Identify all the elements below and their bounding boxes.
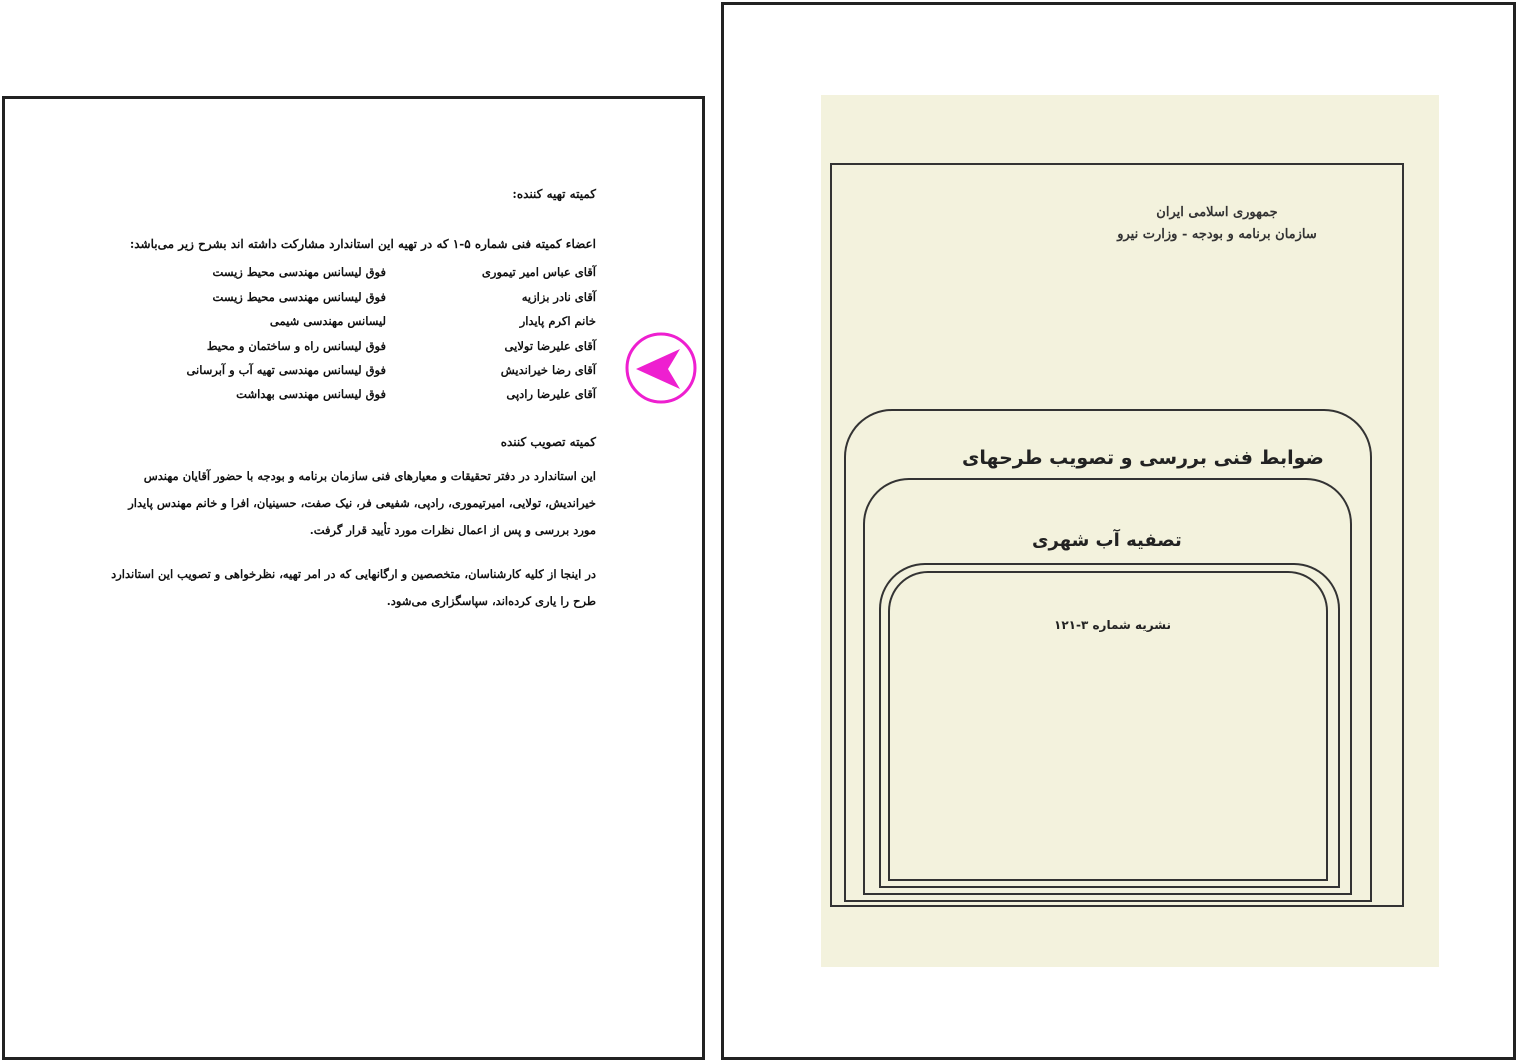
thanks-paragraph: در اینجا از کلیه کارشناسان، متخصصین و ارگانهایی که در امر تهیه، نظرخواهی و تصویب این استاندارد طرح را یاری کرده‌اند، سپاسگزاری می‌شود.	[111, 567, 596, 608]
cover-organization: سازمان برنامه و بودجه - وزارت نیرو	[1117, 227, 1317, 242]
prev-page-button[interactable]	[624, 331, 698, 405]
cover-arch-base	[863, 893, 1352, 895]
committee-heading: کمیته تهیه کننده:	[512, 187, 596, 201]
member-name: آقای عباس امیر تیموری	[481, 265, 596, 279]
chevron-left-icon	[624, 331, 698, 405]
cover-image	[821, 95, 1439, 967]
cover-arch-base	[888, 879, 1328, 881]
cover-frame	[830, 163, 1404, 907]
member-row	[96, 290, 596, 308]
cover-publication-number: نشریه شماره ۳-۱۲۱	[1044, 618, 1181, 632]
member-degree: فوق لیسانس مهندسی تهیه آب و آبرسانی	[186, 363, 386, 377]
member-row	[96, 314, 596, 332]
left-page	[2, 96, 705, 1060]
member-row	[96, 265, 596, 283]
cover-title-sub: تصفیه آب شهری	[1022, 530, 1192, 551]
committee-intro: اعضاء کمیته فنی شماره ۵-۱ که در تهیه این استاندارد مشارکت داشته اند بشرح زیر می‌باشد:	[129, 237, 596, 251]
member-row	[96, 363, 596, 381]
cover-arch-base	[844, 900, 1372, 902]
member-degree: فوق لیسانس مهندسی محیط زیست	[212, 265, 386, 279]
cover-title-main: ضوابط فنی بررسی و تصویب طرحهای	[952, 447, 1334, 469]
member-name: آقای علیرضا تولایی	[504, 339, 596, 353]
member-name: خانم اکرم پایدار	[519, 314, 596, 328]
member-row	[96, 387, 596, 405]
approval-paragraph: این استاندارد در دفتر تحقیقات و معیارهای فنی سازمان برنامه و بودجه با حضور آقایان مهندس خیراندیش، تولایی، امیرتیموری، رادپی، شفیعی فر، نیک صفت، حسینیان، افرا و خانم مهندس پایدار مورد بررسی و پس از اعمال نظرات مورد تأیید قرار گرفت.	[128, 469, 596, 537]
member-degree: فوق لیسانس راه و ساختمان و محیط	[206, 339, 386, 353]
member-name: آقای نادر بزازیه	[521, 290, 596, 304]
member-degree: فوق لیسانس مهندسی بهداشت	[236, 387, 386, 401]
approval-heading: کمیته تصویب کننده	[500, 435, 596, 449]
member-name: آقای رضا خیراندیش	[500, 363, 596, 377]
right-page	[721, 2, 1516, 1060]
member-degree: لیسانس مهندسی شیمی	[269, 314, 386, 328]
cover-republic: جمهوری اسلامی ایران	[1156, 205, 1278, 220]
member-row	[96, 339, 596, 357]
cover-arch-base	[879, 886, 1340, 888]
member-degree: فوق لیسانس مهندسی محیط زیست	[212, 290, 386, 304]
member-name: آقای علیرضا رادپی	[506, 387, 596, 401]
